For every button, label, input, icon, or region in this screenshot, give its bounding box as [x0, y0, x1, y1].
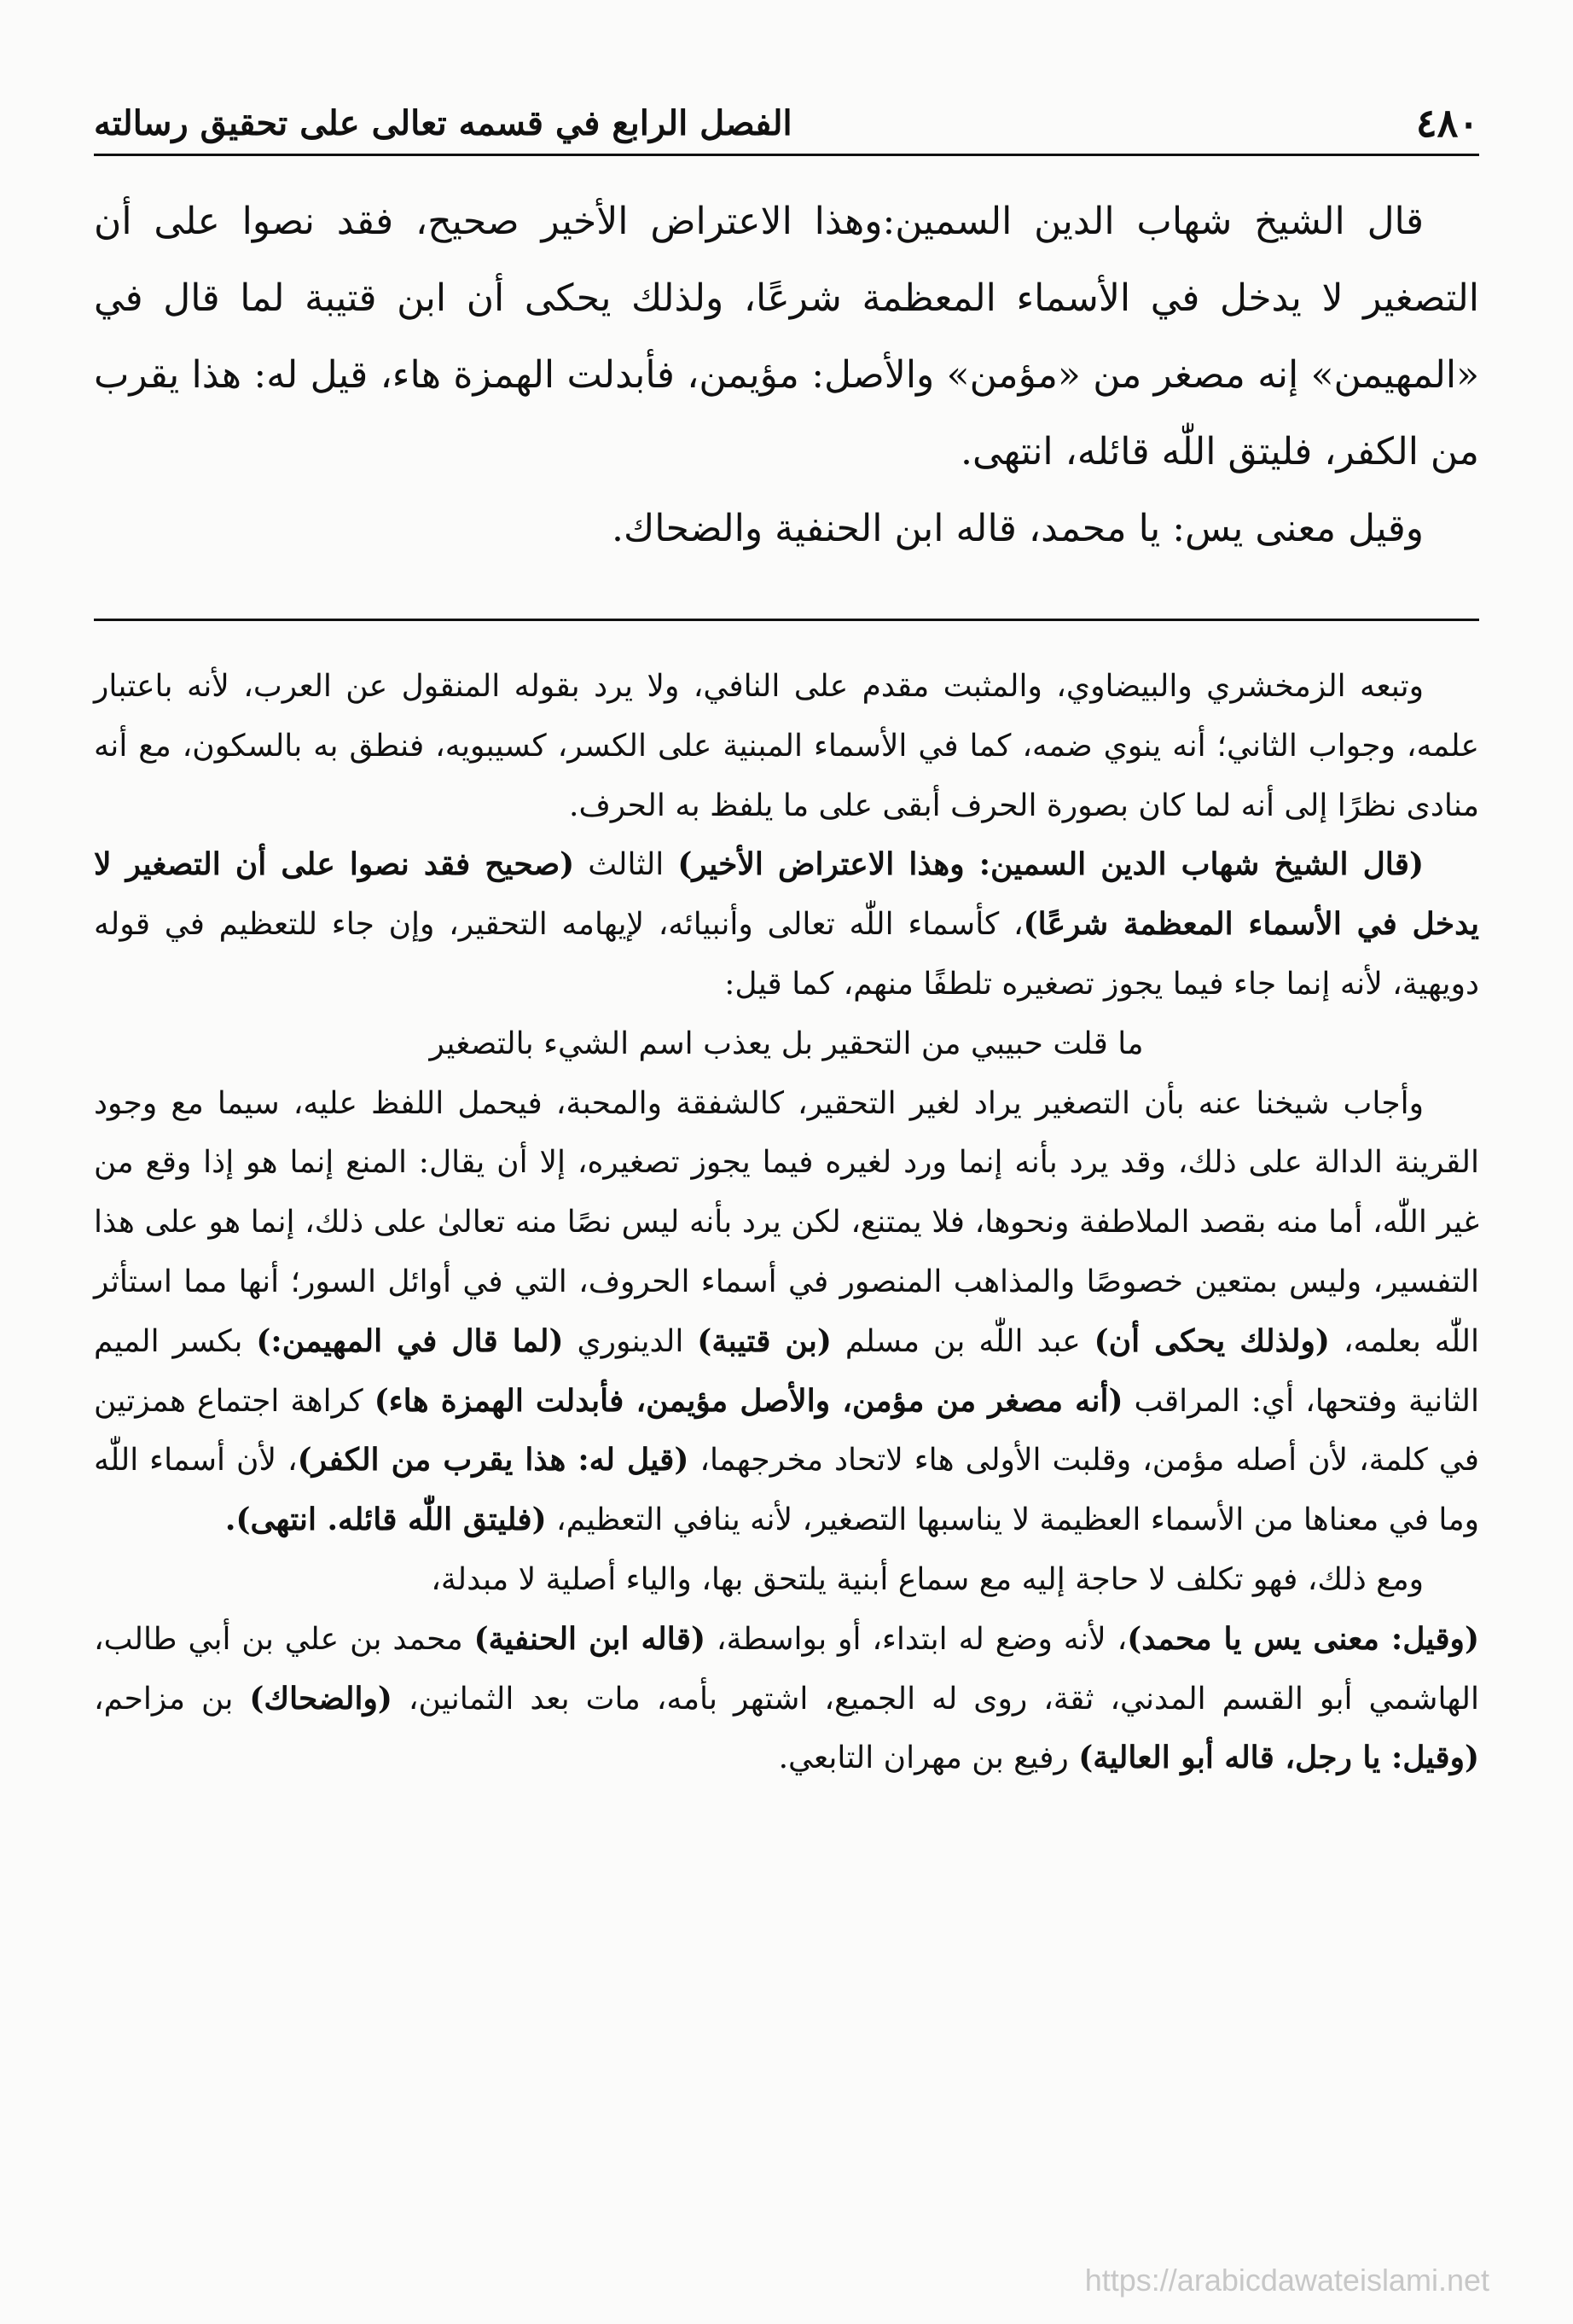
- quoted-text: (وقيل: يا رجل، قاله أبو العالية): [1078, 1740, 1479, 1776]
- quoted-text: (قيل له: هذا يقرب من الكفر): [297, 1442, 689, 1479]
- quoted-text: (قاله ابن الحنفية): [473, 1620, 705, 1657]
- poetry-verse: [94, 1014, 1479, 1074]
- text-span: وأجاب شيخنا عنه بأن التصغير يراد لغير التحقير، كالشفقة والمحبة، فيحمل اللفظ عليه، سيما مع وجود القرينة الدالة على ذلك، وقد يرد بأنه إنما ورد لغيره فيما يجوز تصغيره، إلا أن يقال: المنع إنما هو إذا وقع من غير اللّٰه، أما منه بقصد الملاطفة ونحوها، فلا يمتنع، لكن يرد بأنه ليس نصًا منه تعالىٰ على ذلك، إنما هو على هذا التفسير، وليس بمتعين خصوصًا والمذاهب المنصور في أسماء الحروف، التي في أوائل السور؛ أنها مما استأثر اللّٰه بعلمه،: [94, 1085, 1480, 1359]
- commentary-paragraph: [94, 1610, 1479, 1788]
- quoted-text: (لما قال في المهيمن:): [256, 1322, 564, 1359]
- quoted-text: (قال الشيخ شهاب الدين السمين: وهذا الاعتراض الأخير): [677, 846, 1424, 883]
- text-span: كراهة اجتماع همزتين في كلمة، لأن أصله مؤمن، وقلبت الأولى هاء لاتحاد مخرجهما،: [94, 1383, 1480, 1479]
- quoted-text: (فليتق اللّٰه قائله. انتهى).: [224, 1502, 547, 1538]
- quoted-text: (وقيل: معنى يس يا محمد): [1127, 1620, 1479, 1657]
- commentary: [94, 657, 1479, 1788]
- commentary-paragraph: [94, 1074, 1479, 1550]
- main-text: [94, 183, 1479, 567]
- text-span: بكسر الميم الثانية وفتحها، أي: المراقب: [94, 1323, 1479, 1419]
- separator-rule: [94, 619, 1479, 621]
- main-paragraph: قال الشيخ شهاب الدين السمين:وهذا الاعتراض الأخير صحيح، فقد نصوا على أن التصغير لا يدخل في الأسماء المعظمة شرعًا، ولذلك يحكى أن ابن قتيبة لما قال في «المهيمن» إنه مصغر من «مؤمن» والأصل: مؤيمن، فأبدلت الهمزة هاء، قيل له: هذا يقرب من الكفر، فليتق اللّٰه قائله، انتهى.: [94, 200, 1479, 474]
- text-span: ، لأن أسماء اللّٰه وما في معناها من الأسماء العظيمة لا يناسبها التصغير، لأنه ينافي التعظيم،: [94, 1443, 1479, 1538]
- quoted-text: (بن قتيبة): [697, 1322, 832, 1359]
- commentary-paragraph: [94, 835, 1479, 1014]
- watermark-url: https://arabicdawateislami.net: [1084, 2263, 1489, 2298]
- main-paragraph: وقيل معنى يس: يا محمد، قاله ابن الحنفية والضحاك.: [612, 507, 1424, 550]
- text-span: ومع ذلك، فهو تكلف لا حاجة إليه مع سماع أبنية يلتحق بها، والياء أصلية لا مبدلة،: [431, 1561, 1424, 1597]
- quoted-text: (صحيح فقد نصوا على أن التصغير لا يدخل في الأسماء المعظمة شرعًا): [94, 846, 1479, 943]
- text-span: وتبعه الزمخشري والبيضاوي، والمثبت مقدم على النافي، ولا يرد بقوله المنقول عن العرب، لأنه باعتبار علمه، وجواب الثاني؛ أنه ينوي ضمه، كما في الأسماء المبنية على الكسر، كسيبويه، فنطق به بالسكون، مع أنه منادى نظرًا إلى أنه لما كان بصورة الحرف أبقى على ما يلفظ به الحرف.: [94, 669, 1479, 823]
- quoted-text: (أنه مصغر من مؤمن، والأصل مؤيمن، فأبدلت الهمزة هاء): [374, 1382, 1123, 1419]
- text-span: الدينوري: [563, 1323, 698, 1359]
- text-span: بن مزاحم،: [94, 1681, 250, 1717]
- text-span: ، لأنه وضع له ابتداء، أو بواسطة،: [705, 1621, 1128, 1657]
- commentary-paragraph: [94, 1550, 1479, 1610]
- text-span: محمد بن علي بن أبي طالب، الهاشمي أبو القسم المدني، ثقة، روى له الجميع، اشتهر بأمه، مات بعد الثمانين،: [94, 1621, 1480, 1717]
- verse-text: ما قلت حبيبي من التحقير بل يعذب اسم الشيء بالتصغير: [429, 1025, 1144, 1061]
- quoted-text: (والضحاك): [249, 1680, 392, 1717]
- page-number: ٤٨٠: [1415, 100, 1479, 146]
- text-span: رفيع بن مهران التابعي.: [778, 1740, 1079, 1776]
- text-span: ، كأسماء اللّٰه تعالى وأنبيائه، لإيهامه التحقير، وإن جاء للتعظيم في قوله دويهية، لأنه إنما جاء فيما يجوز تصغيره تلطفًا منهم، كما قيل:: [94, 907, 1479, 1002]
- text-span: الثالث: [574, 847, 678, 883]
- text-span: عبد اللّٰه بن مسلم: [831, 1323, 1094, 1359]
- running-header: [94, 92, 1479, 156]
- commentary-paragraph: [94, 657, 1479, 835]
- quoted-text: (ولذلك يحكى أن): [1094, 1322, 1330, 1359]
- chapter-title: الفصل الرابع في قسمه تعالى على تحقيق رسالته: [94, 102, 792, 143]
